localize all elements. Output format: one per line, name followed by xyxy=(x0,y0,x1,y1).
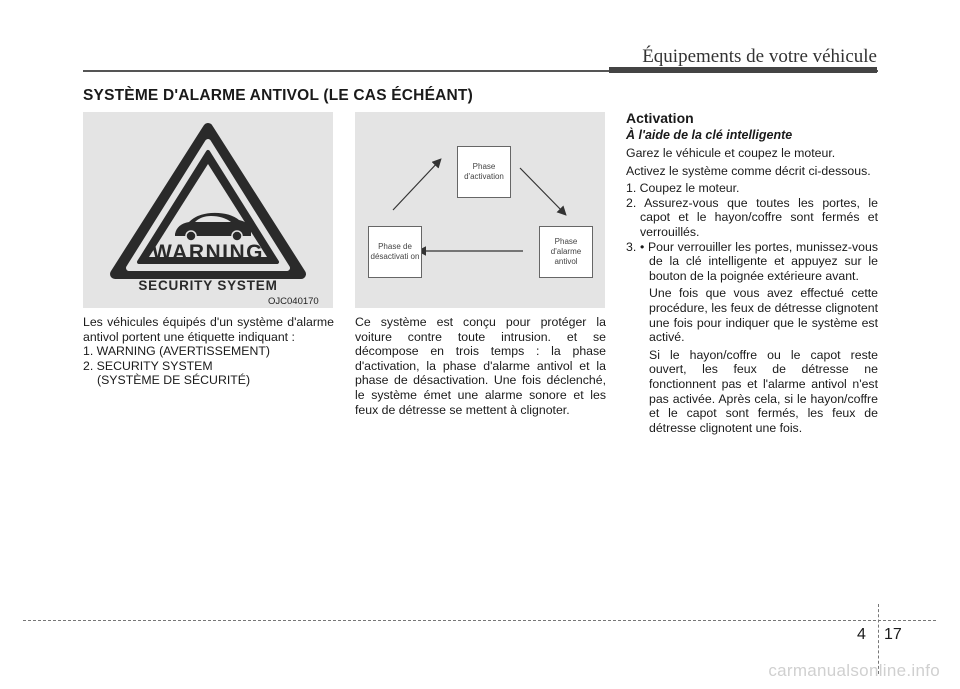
step-1: 1. Coupez le moteur. xyxy=(626,181,740,196)
intro-paragraph: Les véhicules équipés d'un système d'alarme antivol portent une étiquette indiquant : xyxy=(83,315,334,344)
security-system-text: SECURITY SYSTEM xyxy=(138,278,278,293)
figure-code: OJC040170 xyxy=(268,296,319,307)
chapter-number: 4 xyxy=(857,626,866,643)
section-title: SYSTÈME D'ALARME ANTIVOL (LE CAS ÉCHÉANT) xyxy=(83,87,473,104)
phase-deactivation-box: Phase de désactivati on xyxy=(368,226,422,278)
column-3-text xyxy=(626,146,878,435)
column-1-text xyxy=(83,315,334,388)
header-rule-accent xyxy=(609,67,877,73)
warning-label-figure xyxy=(83,112,333,308)
step-2: 2. Assurez-vous que toutes les portes, le capot et le hayon/coffre sont fermés et verrouillés. xyxy=(626,195,878,239)
watermark: carmanualsonline.info xyxy=(768,661,940,680)
page-number: 17 xyxy=(884,626,902,643)
paragraph: Garez le véhicule et coupez le moteur. xyxy=(626,146,836,160)
list-item: 1. WARNING (AVERTISSEMENT) xyxy=(83,344,270,359)
phase-arrows xyxy=(355,112,605,308)
paragraph: Activez le système comme décrit ci-dessous. xyxy=(626,163,871,178)
step-3-note: Une fois que vous avez effectué cette procédure, les feux de détresse clignotent une fois pour indiquer que le système est activé. xyxy=(649,286,878,345)
step-3: 3. • Pour verrouiller les portes, munissez-vous de la clé intelligente et appuyez sur le bouton de la poignée extérieure avant. xyxy=(626,239,878,283)
list-item-sub: (SYSTÈME DE SÉCURITÉ) xyxy=(97,373,251,388)
column-2-text: Ce système est conçu pour protéger la voiture contre toute intrusion. et se décompose en trois temps : la phase d'activation, la phase d'alarme antivol et la phase de désactivation. Une fois déclenché, le système émet une alarme sonore et les feux de détresse se mettent à clignoter. xyxy=(355,315,606,417)
footer-rule xyxy=(23,620,936,621)
step-3-warning: Si le hayon/coffre ou le capot reste ouvert, les feux de détresse ne fonctionnent pas et l'alarme antivol n'est pas activée. Après cela, si le hayon/coffre et le capot sont fermés, les feux de détresse clignotent une fois. xyxy=(649,347,878,435)
warning-text: WARNING xyxy=(152,241,264,264)
activation-subheading: À l'aide de la clé intelligente xyxy=(626,128,793,142)
header-title: Équipements de votre véhicule xyxy=(642,46,877,67)
activation-heading: Activation xyxy=(626,110,694,126)
phase-diagram xyxy=(355,112,605,308)
arrow-to-alarm xyxy=(520,168,565,214)
list-item: 2. SECURITY SYSTEM xyxy=(83,358,213,373)
phase-activation-box: Phase d'activation xyxy=(457,146,511,198)
phase-alarm-box: Phase d'alarme antivol xyxy=(539,226,593,278)
arrow-to-activation xyxy=(393,160,440,210)
